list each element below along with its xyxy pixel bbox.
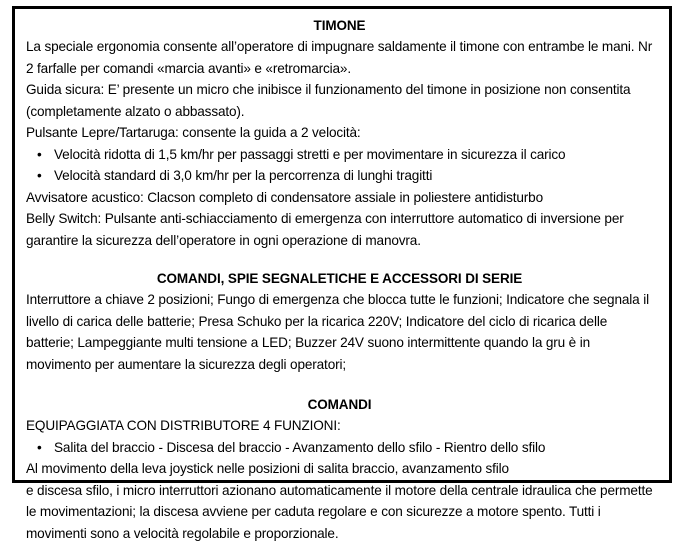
list-item bbox=[26, 437, 653, 459]
section-comandi bbox=[26, 394, 653, 544]
section-timone bbox=[26, 15, 653, 251]
list-item-label: Velocità ridotta di 1,5 km/hr per passaggi stretti e per movimentare in sicurezza il carico bbox=[54, 147, 565, 162]
list-item-label: Velocità standard di 3,0 km/hr per la percorrenza di lunghi tragitti bbox=[54, 168, 432, 183]
section-spacer bbox=[26, 251, 653, 268]
spec-sheet-content bbox=[15, 9, 669, 544]
section-comandi-spie-accessori bbox=[26, 268, 653, 375]
bullet-list-velocita bbox=[26, 144, 653, 187]
bullet-dot-icon: • bbox=[37, 144, 42, 166]
list-item bbox=[26, 144, 653, 166]
bullet-dot-icon: • bbox=[37, 437, 42, 459]
bullet-dot-icon: • bbox=[37, 165, 42, 187]
spec-sheet-box bbox=[12, 6, 672, 483]
paragraph-equipaggiata-distributore: EQUIPAGGIATA CON DISTRIBUTORE 4 FUNZIONI: bbox=[26, 415, 653, 437]
bullet-list-funzioni bbox=[26, 437, 653, 459]
paragraph-belly-switch: Belly Switch: Pulsante anti-schiacciamento di emergenza con interruttore automatico di inversione per garantire la sicurezza dell’operatore in ogni operazione di manovra. bbox=[26, 208, 653, 251]
section-heading-comandi-spie-accessori: COMANDI, SPIE SEGNALETICHE E ACCESSORI DI SERIE bbox=[26, 268, 653, 289]
paragraph-discesa-sfilo: e discesa sfilo, i micro interruttori azionano automaticamente il motore della centrale idraulica che permette le movimentazioni; la discesa avviene per caduta regolare e con sicurezze a motore spento. Tutti i movimenti sono a velocità regolabile e proporzionale. bbox=[26, 480, 653, 544]
section-spacer bbox=[26, 375, 653, 394]
paragraph-ergonomia: La speciale ergonomia consente all’operatore di impugnare saldamente il timone con entrambe le mani. Nr 2 farfalle per comandi «marcia avanti» e «retromarcia». bbox=[26, 36, 653, 79]
paragraph-movimento-joystick: Al movimento della leva joystick nelle posizioni di salita braccio, avanzamento sfilo bbox=[26, 458, 653, 480]
paragraph-avvisatore-acustico: Avvisatore acustico: Clacson completo di condensatore assiale in poliestere antidisturbo bbox=[26, 187, 653, 209]
paragraph-pulsante-lepre-tartaruga: Pulsante Lepre/Tartaruga: consente la guida a 2 velocità: bbox=[26, 122, 653, 144]
section-heading-timone: TIMONE bbox=[26, 15, 653, 36]
list-item-label: Salita del braccio - Discesa del braccio - Avanzamento dello sfilo - Rientro dello sfilo bbox=[54, 440, 545, 455]
paragraph-comandi-spie-accessori: Interruttore a chiave 2 posizioni; Fungo di emergenza che blocca tutte le funzioni; Indicatore che segnala il livello di carica delle batterie; Presa Schuko per la ricarica 220V; Indicatore del ciclo di ricarica delle batterie; Lampeggiante multi tensione a LED; Buzzer 24V suono intermittente quando la gru è in movimento per aumentare la sicurezza degli operatori; bbox=[26, 289, 653, 375]
section-heading-comandi: COMANDI bbox=[26, 394, 653, 415]
list-item bbox=[26, 165, 653, 187]
paragraph-guida-sicura: Guida sicura: E’ presente un micro che inibisce il funzionamento del timone in posizione non consentita (completamente alzato o abbassato). bbox=[26, 79, 653, 122]
